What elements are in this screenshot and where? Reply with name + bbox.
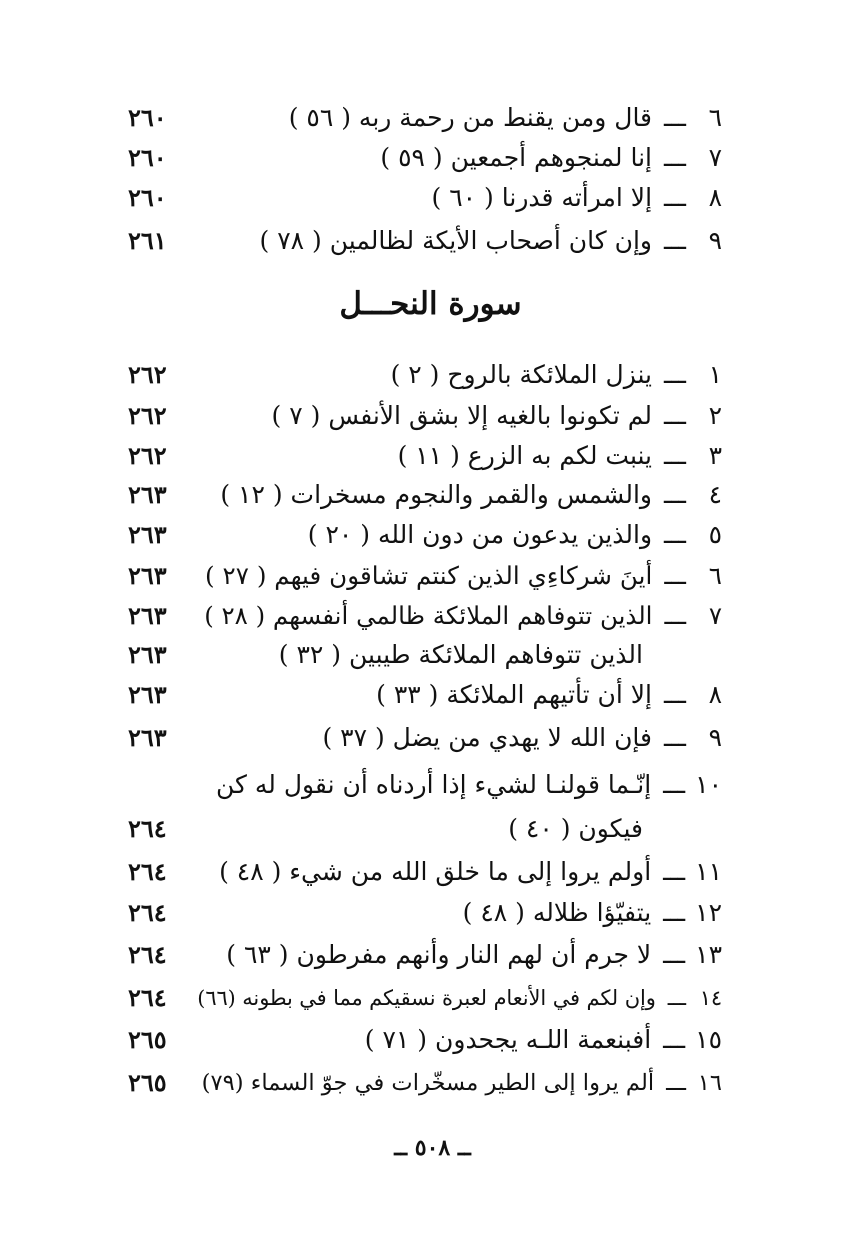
index-row (0, 515, 865, 555)
page-number: ٢٦٢ (128, 441, 167, 470)
entry-number: ١٣ (695, 940, 722, 969)
entry-text (279, 635, 643, 675)
index-row (0, 475, 865, 515)
entry-dash: ـــ (664, 143, 686, 172)
index-row (0, 809, 865, 849)
index-row (0, 98, 865, 138)
page-number: ٢٦٢ (128, 401, 167, 430)
entry-number: ١٠ (695, 770, 722, 799)
verse-text: إنا لمنجوهم أجمعين ( ٥٩ ) (380, 143, 653, 172)
entry-dash: ـــ (664, 360, 686, 389)
page-number: ٢٦٠ (128, 143, 167, 172)
index-row (0, 221, 865, 261)
verse-text: والذين يدعون من دون الله ( ٢٠ ) (307, 520, 653, 549)
verse-text: إنّـما قولنـا لشيء إذا أردناه أن نقول له كن (216, 770, 652, 799)
entry-text (204, 596, 722, 636)
verse-text: أولم يروا إلى ما خلق الله من شيء ( ٤٨ ) (219, 857, 652, 886)
entry-number: ١٢ (695, 898, 722, 927)
entry-text (272, 396, 722, 436)
entry-text (308, 515, 722, 555)
index-row (0, 1063, 865, 1103)
entry-number: ١١ (695, 857, 722, 886)
verse-text: لم تكونوا بالغيه إلا بشق الأنفس ( ٧ ) (271, 401, 653, 430)
entry-number: ١ (708, 360, 722, 389)
entry-dash: ـــ (664, 520, 686, 549)
index-row (0, 138, 865, 178)
surah-heading (0, 282, 865, 326)
verse-text: فإن الله لا يهدي من يضل ( ٣٧ ) (322, 723, 653, 752)
page-number: ٢٦٠ (128, 183, 167, 212)
footer-page-number: ــ ٥٠٨ ــ (394, 1135, 471, 1161)
index-row (0, 852, 865, 892)
verse-text: إلا امرأته قدرنا ( ٦٠ ) (431, 183, 653, 212)
verse-text: لا جرم أن لهم النار وأنهم مفرطون ( ٦٣ ) (226, 940, 652, 969)
entry-text (463, 893, 722, 933)
entry-number: ١٤ (699, 986, 722, 1010)
index-row (0, 635, 865, 675)
entry-dash: ـــ (664, 561, 686, 590)
page-number: ٢٦١ (128, 226, 167, 255)
entry-dash: ـــ (664, 226, 686, 255)
entry-number: ٥ (708, 520, 722, 549)
page-number: ٢٦٤ (128, 940, 167, 969)
entry-number: ١٥ (695, 1025, 722, 1054)
entry-text (508, 809, 643, 849)
index-row (0, 978, 865, 1018)
index-row (0, 893, 865, 933)
entry-number: ٣ (708, 441, 722, 470)
page-number: ٢٦٤ (128, 857, 167, 886)
entry-text (219, 852, 722, 892)
index-row (0, 596, 865, 636)
index-row (0, 765, 865, 805)
entry-dash: ـــ (663, 857, 686, 886)
index-row (0, 396, 865, 436)
entry-number: ٩ (708, 226, 722, 255)
verse-text: والشمس والقمر والنجوم مسخرات ( ١٢ ) (220, 480, 653, 509)
verse-text: أينَ شركاءِي الذين كنتم تشاقون فيهم ( ٢٧ ) (205, 561, 653, 590)
page-number: ٢٦٣ (128, 723, 167, 752)
verse-text: الذين تتوفاهم الملائكة طيبين ( ٣٢ ) (278, 640, 643, 669)
entry-text (202, 1063, 722, 1103)
page-number: ٢٦٣ (128, 640, 167, 669)
verse-text: قال ومن يقنط من رحمة ربه ( ٥٦ ) (288, 103, 653, 132)
entry-number: ٨ (708, 183, 722, 212)
verse-text: وإن لكم في الأنعام لعبرة نسقيكم مما في بطونه (٦٦) (197, 986, 656, 1010)
verse-text: ألم يروا إلى الطير مسخّرات في جوّ السماء (٧٩) (201, 1070, 655, 1096)
entry-text (376, 675, 722, 715)
page-number: ٢٦٤ (128, 814, 167, 843)
entry-text (289, 98, 722, 138)
entry-dash: ـــ (664, 601, 686, 630)
verse-text: إلا أن تأتيهم الملائكة ( ٣٣ ) (376, 680, 653, 709)
verse-text: ينزل الملائكة بالروح ( ٢ ) (390, 360, 653, 389)
index-row (0, 355, 865, 395)
entry-dash: ـــ (664, 183, 686, 212)
page-number: ٢٦٠ (128, 103, 167, 132)
entry-dash: ـــ (664, 680, 686, 709)
entry-text (398, 436, 722, 476)
verse-text: فيكون ( ٤٠ ) (508, 814, 643, 843)
page-number: ٢٦٤ (128, 983, 167, 1012)
entry-number: ٦ (708, 103, 722, 132)
entry-text (432, 178, 722, 218)
index-row (0, 178, 865, 218)
page-number: ٢٦٥ (128, 1068, 167, 1097)
entry-dash: ـــ (664, 480, 686, 509)
page-number: ٢٦٣ (128, 520, 167, 549)
index-row (0, 1020, 865, 1060)
entry-number: ٦ (708, 561, 722, 590)
entry-number: ٩ (708, 723, 722, 752)
entry-text (260, 221, 722, 261)
verse-text: وإن كان أصحاب الأيكة لظالمين ( ٧٨ ) (259, 226, 653, 255)
entry-text (322, 718, 722, 758)
entry-dash: ـــ (663, 940, 686, 969)
entry-dash: ـــ (666, 1070, 686, 1096)
entry-dash: ـــ (664, 441, 686, 470)
page-number: ٢٦٣ (128, 480, 167, 509)
entry-dash: ـــ (663, 1025, 686, 1054)
entry-number: ١٦ (697, 1070, 722, 1096)
page-number: ٢٦٣ (128, 680, 167, 709)
entry-text (365, 1020, 722, 1060)
index-row (0, 436, 865, 476)
entry-number: ٨ (708, 680, 722, 709)
entry-dash: ـــ (663, 770, 686, 799)
page-number: ٢٦٤ (128, 898, 167, 927)
verse-text: يتفيّؤا ظلاله ( ٤٨ ) (462, 898, 652, 927)
entry-dash: ـــ (663, 898, 686, 927)
page-number: ٢٦٣ (128, 561, 167, 590)
entry-number: ٤ (708, 480, 722, 509)
entry-text (197, 978, 722, 1018)
verse-text: ينبت لكم به الزرع ( ١١ ) (397, 441, 653, 470)
entry-text (205, 556, 722, 596)
entry-number: ٧ (708, 601, 722, 630)
page-number: ٢٦٢ (128, 360, 167, 389)
index-row (0, 718, 865, 758)
index-row (0, 935, 865, 975)
entry-text (391, 355, 722, 395)
index-row (0, 675, 865, 715)
index-row (0, 556, 865, 596)
entry-dash: ـــ (667, 986, 686, 1010)
page-number: ٢٦٥ (128, 1025, 167, 1054)
entry-dash: ـــ (664, 723, 686, 752)
page-number: ٢٦٣ (128, 601, 167, 630)
verse-text: أفبنعمة اللـه يجحدون ( ٧١ ) (364, 1025, 652, 1054)
entry-dash: ـــ (664, 401, 686, 430)
entry-dash: ـــ (664, 103, 686, 132)
entry-number: ٢ (708, 401, 722, 430)
entry-text (216, 765, 722, 805)
surah-title: سورة النحـــل (339, 286, 522, 322)
verse-text: الذين تتوفاهم الملائكة ظالمي أنفسهم ( ٢٨ ) (204, 601, 653, 630)
entry-text (226, 935, 722, 975)
entry-text (380, 138, 722, 178)
entry-number: ٧ (708, 143, 722, 172)
entry-text (220, 475, 722, 515)
